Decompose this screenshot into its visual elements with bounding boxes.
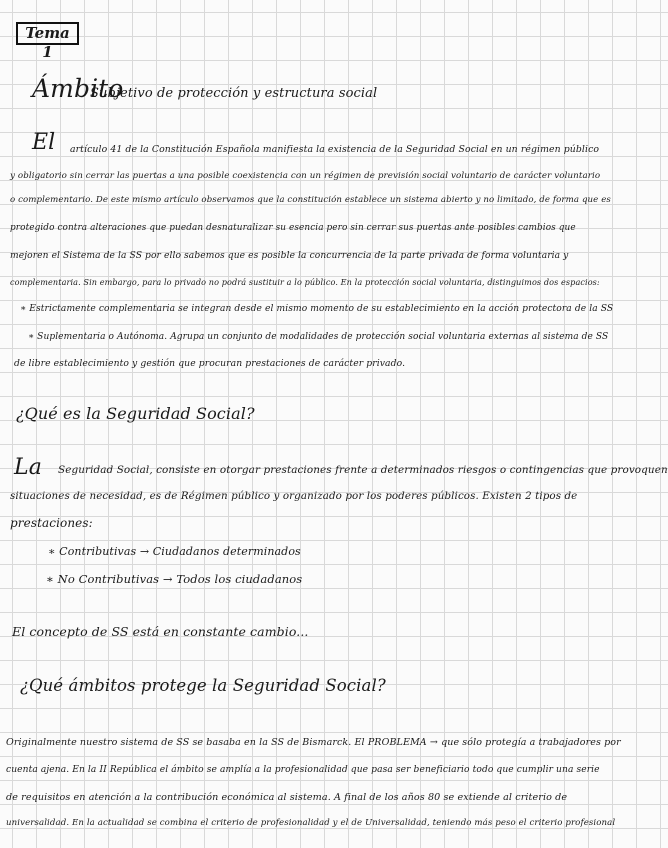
section-heading-ambitos: ¿Qué ámbitos protege la Seguridad Social? [20,676,386,695]
section-heading-ambito: Ámbito [32,74,124,103]
bullet-item-continuation: de libre establecimiento y gestión que procuran prestaciones de carácter privado. [14,358,406,369]
paragraph-line: universalidad. En la actualidad se combina el criterio de profesionalidad y el de Universalidad, teniendo más peso el criterio profesional [6,818,616,828]
paragraph-line: complementaria. Sin embargo, para lo privado no podrá sustituir a lo público. En la protección social voluntaria, distinguimos dos espacios: [10,277,600,287]
paragraph-line: prestaciones: [10,516,93,530]
bullet-item: ∗ Estrictamente complementaria se integran desde el mismo momento de su establecimiento en la acción protectora de la SS [20,304,614,314]
paragraph-line: situaciones de necesidad, es de Régimen público y organizado por los poderes públicos. Existen 2 tipos de [10,490,578,502]
paragraph-line: El concepto de SS está en constante cambio... [12,624,309,639]
paragraph-line: Seguridad Social, consiste en otorgar prestaciones frente a determinados riesgos o contingencias que provoquen [58,464,668,476]
paragraph-line: protegido contra alteraciones que puedan desnaturalizar su esencia pero sin cerrar sus puertas ante posibles cambios que [10,223,576,233]
bullet-item: ∗ Suplementaria o Autónoma. Agrupa un conjunto de modalidades de protección social voluntaria externas al sistema de SS [28,332,609,342]
bullet-item: ∗ No Contributivas → Todos los ciudadanos [46,572,303,586]
paragraph-line: mejoren el Sistema de la SS por ello sabemos que es posible la concurrencia de la parte privada de forma voluntaria y [10,251,569,261]
paragraph-lead-la: La [14,455,42,480]
paragraph-line: y obligatorio sin cerrar las puertas a una posible coexistencia con un régimen de previsión social voluntario de carácter voluntario [10,171,601,181]
section-heading-que-es: ¿Qué es la Seguridad Social? [16,404,255,423]
paragraph-lead-el: El [32,130,56,155]
topic-title-box: Tema 1 [16,22,79,45]
paragraph-line: o complementario. De este mismo artículo observamos que la constitución establece un sistema abierto y no limitado, de forma que es [10,195,611,205]
paragraph-line: cuenta ajena. En la II República el ámbito se amplía a la profesionalidad que pasa ser beneficiario todo que cumplir una serie [6,765,600,775]
section-heading-subtitle: Subjetivo de protección y estructura social [90,86,378,101]
paragraph-line: de requisitos en atención a la contribución económica al sistema. A final de los años 80 se extiende al criterio de [6,792,568,803]
paragraph-line: artículo 41 de la Constitución Española manifiesta la existencia de la Seguridad Social en un régimen público [70,144,600,155]
paragraph-line: Originalmente nuestro sistema de SS se basaba en la SS de Bismarck. El PROBLEMA → que sólo protegía a trabajadores por [6,737,621,748]
bullet-item: ∗ Contributivas → Ciudadanos determinados [48,545,301,558]
